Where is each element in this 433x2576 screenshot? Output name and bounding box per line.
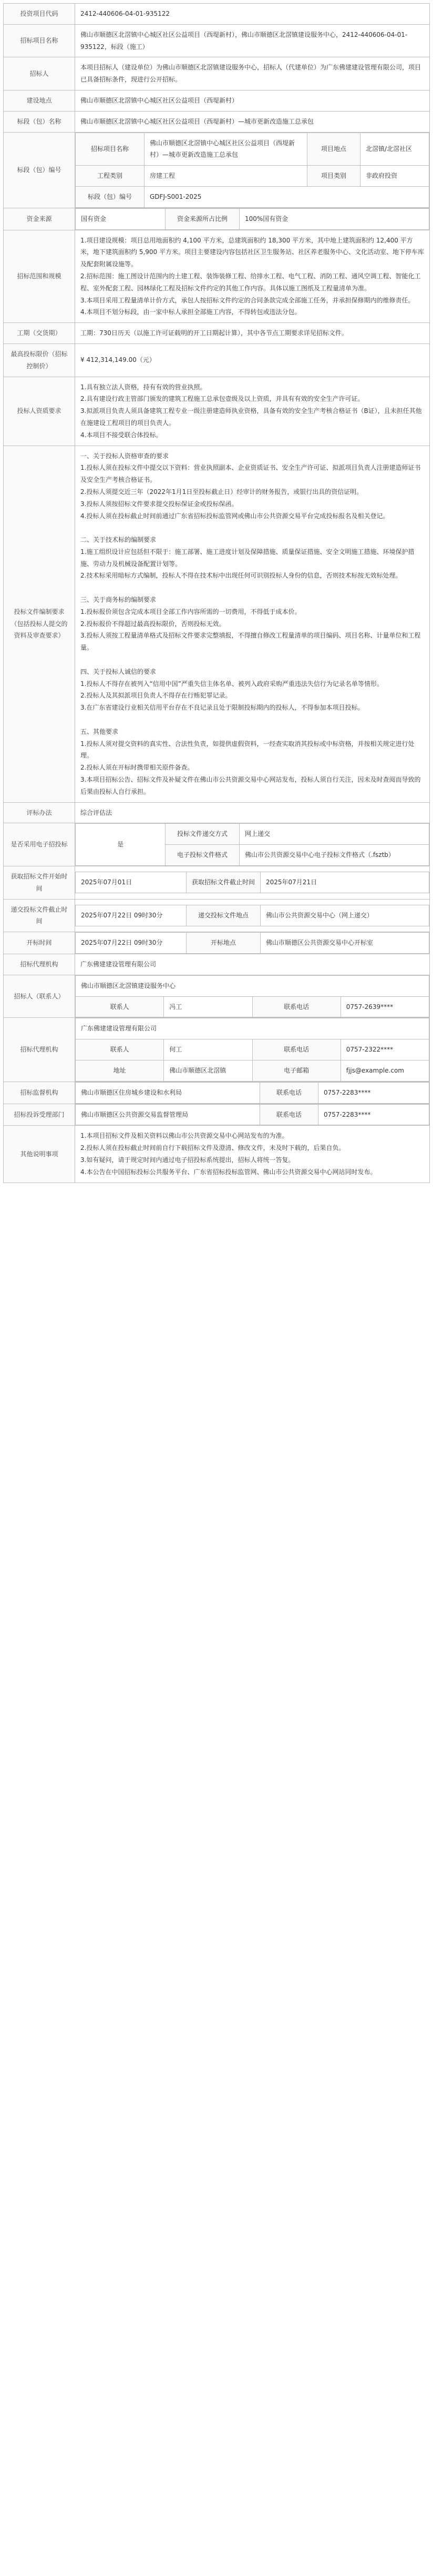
- open-place-value: 佛山市顺德区公共资源交易中心开标室: [261, 933, 429, 954]
- tenderer-value: 本项目招标人（建设单位）为佛山市顺德区北滘镇建设服务中心，招标人（代建单位）为广东佛建建设管理有限公司，项目已具备招标条件，现进行公开招标。: [75, 57, 430, 90]
- table-row: [4, 323, 430, 344]
- table-row: [4, 208, 430, 230]
- tenderer-contact-cell: [75, 975, 430, 1018]
- inner-location-value: 北滘镇/北滘社区: [360, 133, 429, 166]
- get-doc-table: [75, 872, 429, 893]
- section-name-label: 标段（包）名称: [4, 111, 75, 132]
- section-name-value: 佛山市顺德区北滘镇中心城区社区公益项目（西堤新村）—城市更新改造施工总承包: [75, 111, 430, 132]
- get-doc-start-value: 2025年07月01日: [76, 872, 187, 893]
- inner-type-value: 非政府投资: [360, 166, 429, 187]
- complaint-phone-value: 0757-2283****: [318, 1104, 429, 1125]
- other-text: 1.本项目招标文件及相关资料以佛山市公共资源交易中心网站发布的为准。 2.投标人须在投标截止时间前自行下载招标文件及澄清、修改文件，未及时下载的，后果自负。 3.如有疑问，请于规定时间内通过电子招投标系统提出，招标人将统一答复。 4.本公告在中国招标投标公共服务平台、广东省招标投标监管网、佛山市公共资源交易中心网站同时发布。: [75, 1126, 430, 1183]
- email-label: 电子邮箱: [252, 1060, 341, 1081]
- complaint-value: 佛山市顺德区公共资源交易监督管理局: [76, 1104, 260, 1125]
- complaint-cell: [75, 1104, 430, 1126]
- bid-method-label: 评标办法: [4, 802, 75, 823]
- table-row: [4, 1018, 430, 1082]
- funding-cell: [75, 208, 430, 230]
- inner-category-value: 房建工程: [145, 166, 307, 187]
- table-row: [4, 24, 430, 57]
- table-row: [4, 90, 430, 111]
- table-row: [4, 230, 430, 323]
- bid-documents-label: 投标文件编制要求（包括投标人提交的资料及审查要求）: [4, 446, 75, 802]
- agency-label: 招标代理机构: [4, 954, 75, 975]
- table-row: [4, 446, 430, 802]
- location-value: 佛山市顺德区北滘镇中心城区社区公益项目（西堤新村）: [75, 90, 430, 111]
- scope-text: 1.项目建设规模：项目总用地面积约 4,100 平方米，总建筑面积约 18,300 平方米，其中地上建筑面积约 12,400 平方米，地下建筑面积约 5,900 平方米。项目主要建设内容包括社区卫生服务站、社区养老服务中心、文化活动室、地下停车库及配套附属设施等。 2.招标范围：施工图设计范围内的土建工程、装饰装修工程、给排水工程、电气工程、消防工程、通风空调工程、智能化工程、室外配套工程、园林绿化工程及招标文件约定的其他工作内容。具体以施工图纸及工程量清单为准。 3.本项目采用工程量清单计价方式，承包人按招标文件约定的合同条款完成全部施工任务，并承担保修期内的维修责任。 4.本项目不划分标段，由一家中标人承担全部施工内容，不得转包或违法分包。: [75, 230, 430, 323]
- email-value[interactable]: fjjs@example.com: [341, 1060, 429, 1081]
- table-row: [4, 899, 430, 932]
- agent-contact-cell: [75, 1018, 430, 1082]
- inner-location-label: 项目地点: [307, 133, 360, 166]
- address-value: 佛山市顺德区北滘镇: [164, 1060, 252, 1081]
- table-row: [4, 344, 430, 377]
- section-no-label: 标段（包）编号: [4, 132, 75, 208]
- file-format-label: 电子投标文件格式: [166, 845, 240, 866]
- open-time-value: 2025年07月22日 09时30分: [76, 933, 187, 954]
- electronic-bid-value: 是: [76, 824, 166, 866]
- complaint-table: [75, 1104, 429, 1126]
- tenderer-label: 招标人: [4, 57, 75, 90]
- bid-deadline-table: [75, 905, 429, 926]
- control-price-value: ¥ 412,314,149.00（元）: [75, 344, 430, 377]
- supervision-phone-value: 0757-2283****: [318, 1082, 429, 1103]
- electronic-bid-label: 是否采用电子招投标: [4, 823, 75, 866]
- section-no-value: GDFJ-S001-2025: [145, 186, 429, 207]
- agent-contact-name: 广东佛建建设管理有限公司: [76, 1018, 429, 1039]
- tenderer-contact-name: 佛山市顺德区北滘镇建设服务中心: [76, 975, 429, 996]
- table-row: [4, 57, 430, 90]
- electronic-bid-table: [75, 823, 429, 866]
- get-doc-start-label: 获取招标文件开始时间: [4, 866, 75, 900]
- table-row: [4, 866, 430, 900]
- funding-table: [75, 208, 429, 230]
- tenderer-contact-label: 招标人（联系人）: [4, 975, 75, 1018]
- table-row: [4, 4, 430, 25]
- file-format-value: 佛山市公共资源交易中心电子投标文件格式（.fsztb）: [240, 845, 429, 866]
- funding-label: 资金来源: [4, 208, 75, 230]
- agent-phone-value: 0757-2322****: [341, 1039, 429, 1060]
- project-name-value: 佛山市顺德区北滘镇中心城区社区公益项目（西堤新村），佛山市顺德区北滘镇建设服务中心，2412-440606-04-01-935122，标段（施工）: [75, 24, 430, 57]
- bid-place-label: 递交投标文件地点: [187, 905, 261, 926]
- funding-proportion-value: 100%国有资金: [240, 208, 429, 229]
- bid-place-value: 佛山市公共资源交易中心（网上递交）: [261, 905, 429, 926]
- agent-person-label: 联系人: [76, 1039, 164, 1060]
- bidder-req-text: 1.具有独立法人资格，持有有效的营业执照。 2.具有建设行政主管部门颁发的建筑工程施工总承包壹级及以上资质，并具有有效的安全生产许可证。 3.拟派项目负责人须具备建筑工程专业一级注册建造师执业资格，具备有效的安全生产考核合格证书（B证），且未担任其他在施建设工程项目的项目负责人。 4.本项目不接受联合体投标。: [75, 377, 430, 446]
- get-doc-end-value: 2025年07月21日: [261, 872, 429, 893]
- submit-method-label: 投标文件递交方式: [166, 824, 240, 845]
- location-label: 建设地点: [4, 90, 75, 111]
- bid-method-value: 综合评估法: [75, 802, 430, 823]
- open-time-cell: [75, 932, 430, 954]
- bid-documents-text: 一、关于投标人资格审查的要求 1.投标人须在投标文件中提交以下资料：营业执照副本、企业资质证书、安全生产许可证、拟派项目负责人注册建造师证书及安全生产考核合格证书。 2.投标人须提交近三年（2022年1月1日至投标截止日）经审计的财务报告，或银行出具的资信证明。 3.投标人须按招标文件要求提交投标保证金或投标保函。 4.投标人须在投标截止时间前通过广东省招标投标监管网或佛山市公共资源交易平台完成投标报名及相关登记。 二、关于技术标的编制要求 1.施工组织设计应包括但不限于：施工部署、施工进度计划及保障措施、质量保证措施、安全文明施工措施、环境保护措施、劳动力及机械设备配置计划等。 2.技术标采用暗标方式编制，投标人不得在技术标中出现任何可识别投标人身份的信息，否则技术标按无效标处理。 三、关于商务标的编制要求 1.投标报价须包含完成本项目全部工作内容所需的一切费用，不得低于成本价。 2.投标报价不得超过最高投标限价，否则投标无效。 3.投标人须按工程量清单格式及招标文件要求完整填报，不得擅自修改工程量清单的项目编码、项目名称、计量单位和工程量。 四、关于投标人诚信的要求 1.投标人不得存在被列入“信用中国”严重失信主体名单、被列入政府采购严重违法失信行为记录名单等情形。 2.投标人及其拟派项目负责人不得存在行贿犯罪记录。 3.在广东省建设行业相关信用平台存在不良记录且处于限制投标期内的投标人，不得参加本项目投标。 五、其他要求 1.投标人须对提交资料的真实性、合法性负责，如提供虚假资料，一经查实取消其投标或中标资格，并按相关规定进行处理。 2.投标人须在开标时携带相关原件备查。 3.本项目招标公告、招标文件及补疑文件在佛山市公共资源交易中心网站发布，投标人须自行关注，因未及时查阅而导致的后果由投标人自行承担。: [75, 446, 430, 802]
- table-row: [4, 1082, 430, 1104]
- duration-text: 工期：730日历天（以施工许可证载明的开工日期起计算），其中各节点工期要求详见招标文件。: [75, 323, 430, 344]
- agent-contact-label: 招标代理机构: [4, 1018, 75, 1082]
- supervision-cell: [75, 1082, 430, 1104]
- table-row: [4, 932, 430, 954]
- table-row: [4, 954, 430, 975]
- table-row: [4, 132, 430, 208]
- table-row: [4, 975, 430, 1018]
- inner-type-label: 项目类别: [307, 166, 360, 187]
- bid-deadline-value: 2025年07月22日 09时30分: [76, 905, 187, 926]
- submit-method-value: 网上递交: [240, 824, 429, 845]
- bid-deadline-label: 递交投标文件截止时间: [4, 899, 75, 932]
- tenderer-person-label: 联系人: [76, 996, 164, 1017]
- table-row: [4, 1104, 430, 1126]
- bidder-req-label: 投标人资质要求: [4, 377, 75, 446]
- supervision-label: 招标监督机构: [4, 1082, 75, 1104]
- agent-contact-table: [75, 1018, 429, 1081]
- open-time-table: [75, 932, 429, 954]
- agency-value: 广东佛建建设管理有限公司: [75, 954, 430, 975]
- table-row: [4, 802, 430, 823]
- tenderer-phone-value: 0757-2639****: [341, 996, 429, 1017]
- complaint-label: 招标投诉受理部门: [4, 1104, 75, 1126]
- address-label: 地址: [76, 1060, 164, 1081]
- tenderer-contact-table: [75, 975, 429, 1018]
- bid-deadline-cell: [75, 899, 430, 932]
- tenderer-phone-label: 联系电话: [252, 996, 341, 1017]
- announcement-table: [3, 3, 430, 1183]
- project-name-label: 招标项目名称: [4, 24, 75, 57]
- inner-project-label: 招标项目名称: [76, 133, 145, 166]
- control-price-label: 最高投标限价（招标控制价）: [4, 344, 75, 377]
- agent-phone-label: 联系电话: [252, 1039, 341, 1060]
- complaint-phone-label: 联系电话: [260, 1104, 318, 1125]
- funding-proportion-label: 资金来源所占比例: [166, 208, 240, 229]
- scope-label: 招标范围和规模: [4, 230, 75, 323]
- supervision-value: 佛山市顺德区住房城乡建设和水利局: [76, 1082, 260, 1103]
- table-row: [4, 1126, 430, 1183]
- supervision-phone-label: 联系电话: [260, 1082, 318, 1103]
- duration-label: 工期（交货期）: [4, 323, 75, 344]
- inner-category-label: 工程类别: [76, 166, 145, 187]
- section-detail-cell: [75, 132, 430, 208]
- electronic-bid-cell: [75, 823, 430, 866]
- open-time-label: 开标时间: [4, 932, 75, 954]
- table-row: [4, 823, 430, 866]
- supervision-table: [75, 1082, 429, 1104]
- tender-announcement: [3, 3, 430, 1183]
- table-row: [4, 377, 430, 446]
- project-code-value: 2412-440606-04-01-935122: [75, 4, 430, 25]
- agent-person-value: 何工: [164, 1039, 252, 1060]
- project-code-label: 投资项目代码: [4, 4, 75, 25]
- get-doc-cell: [75, 866, 430, 900]
- table-row: [4, 111, 430, 132]
- inner-project-value: 佛山市顺德区北滘镇中心城区社区公益项目（西堤新村）—城市更新改造施工总承包: [145, 133, 307, 166]
- get-doc-end-label: 获取招标文件截止时间: [187, 872, 261, 893]
- open-place-label: 开标地点: [187, 933, 261, 954]
- section-detail-table: [75, 133, 429, 208]
- section-no-inner-label: 标段（包）编号: [76, 186, 145, 207]
- funding-source: 国有资金: [76, 208, 166, 229]
- tenderer-person-value: 冯工: [164, 996, 252, 1017]
- other-label: 其他说明事项: [4, 1126, 75, 1183]
